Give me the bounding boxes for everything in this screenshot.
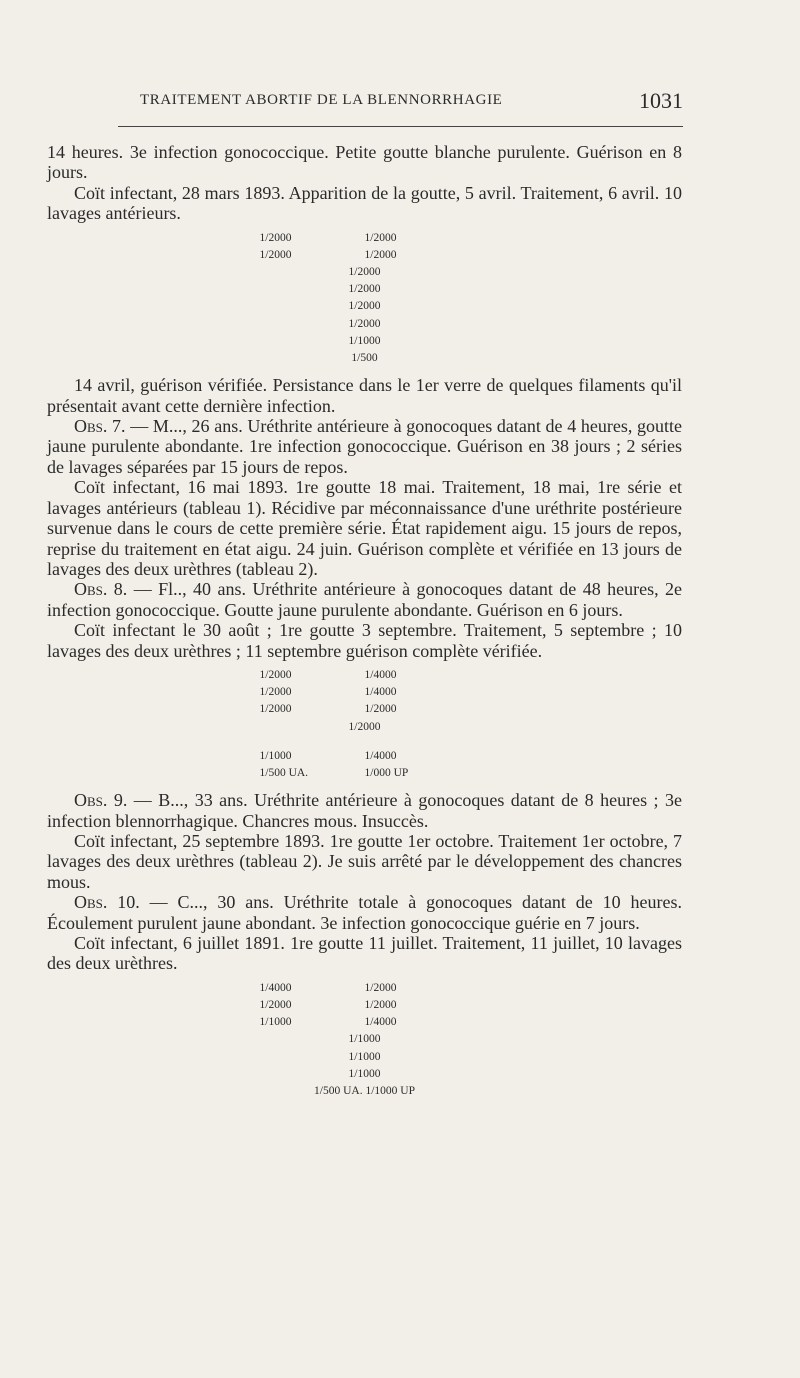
- table-cell: 1/1000: [259, 749, 292, 762]
- running-header: [118, 88, 683, 122]
- table-cell: 1/500 UA.: [259, 766, 309, 779]
- table-cell: 1/4000: [364, 686, 397, 699]
- table-cell: 1/000 UP: [364, 766, 409, 779]
- table-cell: 1/1000: [348, 1033, 381, 1046]
- paragraph: 14 heures. 3e infection gonococcique. Petite goutte blanche purulente. Guérison en 8 jours.: [47, 142, 682, 183]
- table-cell: 1/2000: [348, 317, 381, 330]
- dilution-table-3: [47, 980, 682, 1100]
- observation-9: [47, 790, 682, 831]
- table-cell: 1/4000: [259, 981, 292, 994]
- table-cell: 1/2000: [348, 266, 381, 279]
- observation-label: Obs. 7.: [74, 416, 126, 437]
- table-cell: 1/1000: [348, 334, 381, 347]
- table-cell: 1/2000: [259, 248, 292, 261]
- observation-text: — B..., 33 ans. Uréthrite antérieure à gonocoques datant de 8 heures ; 3e infection blennorrhagique. Chancres mous. Insuccès.: [47, 790, 683, 831]
- observation-text: — C..., 30 ans. Uréthrite totale à gonocoques datant de 10 heures. Écoulement purulent jaune abondant. 3e infection gonococcique guérie en 7 jours.: [47, 892, 682, 933]
- table-cell: 1/2000: [348, 720, 381, 733]
- observation-label: Obs. 10.: [74, 892, 140, 913]
- table-cell: 1/2000: [259, 999, 292, 1012]
- table-cell: 1/1000: [259, 1016, 292, 1029]
- observation-7: [47, 416, 682, 477]
- table-cell: 1/4000: [364, 668, 397, 681]
- paragraph: Coït infectant le 30 août ; 1re goutte 3 septembre. Traitement, 5 septembre ; 10 lavages des deux urèthres ; 11 septembre guérison complète vérifiée.: [47, 620, 682, 661]
- table-cell: 1/1000: [348, 1050, 381, 1063]
- table-cell: 1/500: [351, 352, 378, 365]
- table-cell: 1/4000: [364, 1016, 397, 1029]
- table-cell: 1/2000: [364, 981, 397, 994]
- table-cell: 1/2000: [364, 703, 397, 716]
- table-cell: 1/1000: [348, 1067, 381, 1080]
- table-cell: 1/2000: [364, 248, 397, 261]
- observation-label: Obs. 9.: [74, 790, 128, 811]
- table-cell: 1/2000: [259, 686, 292, 699]
- paragraph: 14 avril, guérison vérifiée. Persistance dans le 1er verre de quelques filaments qu'il présentait avant cette dernière infection.: [47, 375, 682, 416]
- observation-label: Obs. 8.: [74, 579, 128, 600]
- body-text: [47, 142, 682, 1108]
- table-cell: 1/2000: [259, 231, 292, 244]
- table-cell: 1/500 UA. 1/1000 UP: [314, 1085, 415, 1098]
- table-cell: 1/2000: [348, 300, 381, 313]
- page-number: 1031: [639, 88, 683, 113]
- observation-text: — Fl.., 40 ans. Uréthrite antérieure à gonocoques datant de 48 heures, 2e infection gonococcique. Goutte jaune purulente abondante. Guérison en 6 jours.: [47, 579, 682, 620]
- table-cell: 1/2000: [364, 999, 397, 1012]
- running-title: TRAITEMENT ABORTIF DE LA BLENNORRHAGIE: [140, 92, 503, 108]
- header-rule: [118, 126, 683, 127]
- table-cell: 1/2000: [259, 703, 292, 716]
- observation-8: [47, 579, 682, 620]
- dilution-table-1: [47, 230, 682, 368]
- observation-text: — M..., 26 ans. Uréthrite antérieure à gonocoques datant de 4 heures, goutte jaune purulente abondante. 1re infection gonococcique. Guérison en 38 jours ; 2 séries de lavages séparées par 15 jours de repos.: [47, 416, 682, 477]
- paragraph: Coït infectant, 28 mars 1893. Apparition de la goutte, 5 avril. Traitement, 6 avril. 10 lavages antérieurs.: [47, 182, 682, 224]
- table-cell: 1/2000: [259, 668, 292, 681]
- paragraph: Coït infectant, 16 mai 1893. 1re goutte 18 mai. Traitement, 18 mai, 1re série et lavages antérieurs (tableau 1). Récidive par méconnaissance d'une uréthrite postérieure survenue dans le cours de cette première série. État rapidement aigu. 15 jours de repos, reprise du traitement en état aigu. 24 juin. Guérison complète et vérifiée en 13 jours de lavages des deux urèthres (tableau 2).: [47, 477, 682, 579]
- table-cell: 1/2000: [364, 231, 397, 244]
- table-cell: 1/2000: [348, 283, 381, 296]
- paragraph: Coït infectant, 6 juillet 1891. 1re goutte 11 juillet. Traitement, 11 juillet, 10 lavages des deux urèthres.: [47, 933, 682, 974]
- dilution-table-2: [47, 667, 682, 782]
- observation-10: [47, 892, 682, 933]
- paragraph: Coït infectant, 25 septembre 1893. 1re goutte 1er octobre. Traitement 1er octobre, 7 lavages des deux urèthres (tableau 2). Je suis arrêté par le développement des chancres mous.: [47, 830, 682, 892]
- table-cell: 1/4000: [364, 749, 397, 762]
